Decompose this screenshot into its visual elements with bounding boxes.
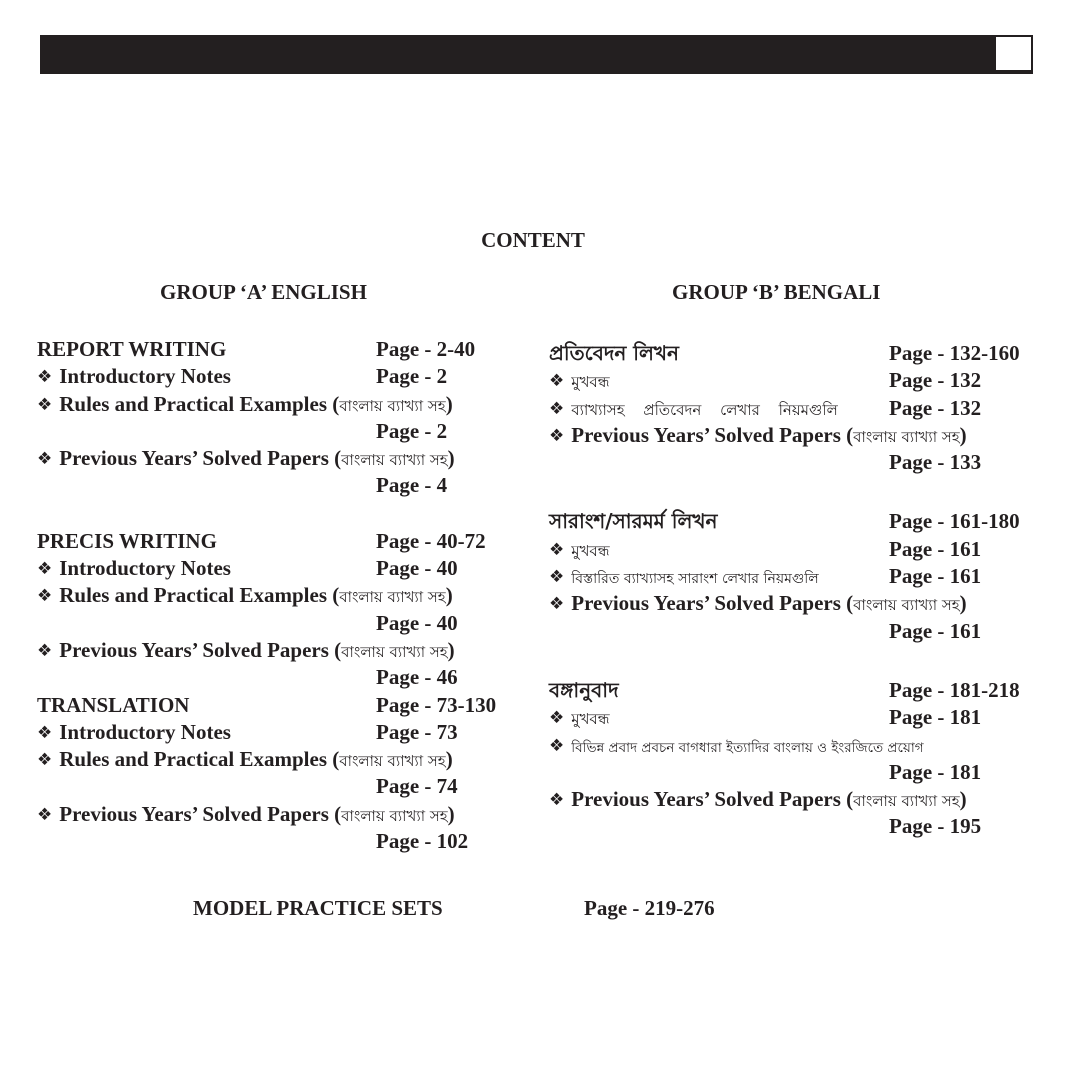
toc-item	[549, 563, 1029, 590]
toc-item: ❖ Previous Years’ Solved Papers (বাংলায় ব্যাখ্যা সহ)	[37, 446, 455, 471]
page-title: CONTENT	[481, 228, 585, 252]
item-note: বাংলায় ব্যাখ্যা সহ	[341, 642, 448, 661]
section-heading: প্রতিবেদন লিখন	[549, 341, 679, 365]
diamond-bullet-icon: ❖	[549, 708, 565, 729]
item-page: Page - 2	[376, 364, 448, 389]
item-label: Rules and Practical Examples	[59, 391, 327, 416]
section-heading-row	[549, 508, 1029, 535]
toc-item	[37, 363, 517, 390]
section-heading: TRANSLATION	[37, 692, 190, 717]
item-label: মুখবন্ধ	[571, 373, 610, 392]
toc-item	[37, 719, 517, 746]
section-heading-row	[37, 692, 517, 719]
diamond-bullet-icon: ❖	[37, 394, 53, 415]
item-note: বাংলায় ব্যাখ্যা সহ	[341, 806, 448, 825]
item-label: Previous Years’ Solved Papers	[571, 787, 841, 812]
diamond-bullet-icon: ❖	[549, 425, 565, 446]
toc-item	[549, 395, 1029, 422]
item-page: Page - 161	[889, 618, 982, 643]
section-page: Page - 40-72	[376, 528, 486, 553]
toc-item-page-row	[549, 759, 1029, 786]
item-page: Page - 161	[889, 564, 982, 589]
section-heading: বঙ্গানুবাদ	[549, 677, 619, 702]
diamond-bullet-icon: ❖	[549, 790, 565, 811]
diamond-bullet-icon: ❖	[549, 594, 565, 615]
item-page: Page - 161	[889, 536, 982, 561]
toc-item-page-row	[37, 472, 517, 499]
group-a-list	[37, 336, 517, 855]
header-bar	[40, 35, 1033, 74]
item-page: Page - 73	[376, 719, 458, 744]
toc-item-page-row	[37, 828, 517, 855]
toc-item-page-row	[549, 813, 1029, 840]
item-page: Page - 132	[889, 395, 982, 420]
item-label: Previous Years’ Solved Papers	[571, 591, 841, 616]
section-heading: REPORT WRITING	[37, 337, 227, 361]
toc-item-page-row	[549, 449, 1029, 476]
group-b-title: GROUP ‘B’ BENGALI	[672, 280, 881, 304]
item-page: Page - 133	[889, 450, 982, 475]
item-label: Previous Years’ Solved Papers	[59, 446, 329, 471]
toc-item: ❖ Rules and Practical Examples (বাংলায় ব্যাখ্যা সহ)	[37, 583, 453, 608]
section-heading-row	[37, 528, 517, 555]
item-note: বাংলায় ব্যাখ্যা সহ	[339, 396, 446, 415]
section-heading: PRECIS WRITING	[37, 528, 217, 553]
toc-item	[37, 555, 517, 582]
item-page: Page - 132	[889, 368, 982, 393]
diamond-bullet-icon: ❖	[37, 722, 53, 743]
item-label: Rules and Practical Examples	[59, 747, 327, 772]
item-note: বাংলায় ব্যাখ্যা সহ	[339, 588, 446, 607]
diamond-bullet-icon: ❖	[549, 398, 565, 419]
diamond-bullet-icon: ❖	[37, 750, 53, 771]
toc-item-page-row	[37, 610, 517, 637]
diamond-bullet-icon: ❖	[549, 567, 565, 588]
header-box	[996, 37, 1031, 70]
item-page: Page - 181	[889, 705, 982, 730]
toc-item: ❖ Previous Years’ Solved Papers (বাংলায় ব্যাখ্যা সহ)	[37, 637, 455, 662]
item-label: ব্যাখ্যাসহ প্রতিবেদন লেখার নিয়মগুলি	[571, 400, 838, 419]
model-practice-page: Page - 219-276	[584, 896, 715, 920]
toc-item	[549, 732, 1029, 759]
diamond-bullet-icon: ❖	[37, 640, 53, 661]
item-label: Previous Years’ Solved Papers	[59, 637, 329, 662]
diamond-bullet-icon: ❖	[37, 367, 53, 388]
item-page: Page - 40	[376, 610, 458, 635]
section-page: Page - 132-160	[889, 341, 1020, 365]
item-page: Page - 46	[376, 665, 458, 690]
item-page: Page - 4	[376, 473, 448, 498]
item-note: বাংলায় ব্যাখ্যা সহ	[339, 752, 446, 771]
section-page: Page - 2-40	[376, 337, 476, 361]
item-note: বাংলায় ব্যাখ্যা সহ	[853, 792, 960, 811]
item-page: Page - 181	[889, 759, 982, 784]
section-page: Page - 181-218	[889, 677, 1020, 702]
item-page: Page - 40	[376, 556, 458, 581]
item-note: বাংলায় ব্যাখ্যা সহ	[853, 596, 960, 615]
diamond-bullet-icon: ❖	[37, 449, 53, 470]
toc-item: ❖ Previous Years’ Solved Papers (বাংলায় ব্যাখ্যা সহ)	[549, 422, 967, 447]
toc-item: ❖ Rules and Practical Examples (বাংলায় ব্যাখ্যা সহ)	[37, 747, 453, 772]
section-page: Page - 161-180	[889, 509, 1020, 534]
item-page: Page - 2	[376, 418, 448, 443]
item-label: Previous Years’ Solved Papers	[571, 422, 841, 447]
section-heading-row	[549, 340, 1029, 367]
diamond-bullet-icon: ❖	[37, 804, 53, 825]
section-heading-row	[37, 336, 517, 363]
toc-item-page-row	[549, 618, 1029, 645]
item-page: Page - 74	[376, 774, 458, 799]
diamond-bullet-icon: ❖	[37, 586, 53, 607]
item-label: মুখবন্ধ	[571, 541, 610, 560]
item-label: Previous Years’ Solved Papers	[59, 801, 329, 826]
toc-item-page-row	[37, 418, 517, 445]
item-page: Page - 195	[889, 814, 982, 839]
item-page: Page - 102	[376, 829, 469, 854]
section-page: Page - 73-130	[376, 692, 497, 717]
group-a-title: GROUP ‘A’ ENGLISH	[160, 280, 367, 304]
diamond-bullet-icon: ❖	[549, 539, 565, 560]
diamond-bullet-icon: ❖	[37, 559, 53, 580]
diamond-bullet-icon: ❖	[549, 371, 565, 392]
toc-item-page-row	[37, 773, 517, 800]
group-b-list	[549, 340, 1029, 841]
item-note: বাংলায় ব্যাখ্যা সহ	[853, 427, 960, 446]
toc-item-page-row	[37, 664, 517, 691]
diamond-bullet-icon: ❖	[549, 735, 565, 756]
toc-item	[549, 704, 1029, 731]
item-label: বিভিন্ন প্রবাদ প্রবচন বাগধারা ইত্যাদির বাংলায় ও ইংরজিতে প্রয়োগ	[571, 739, 924, 756]
toc-item: ❖ Previous Years’ Solved Papers (বাংলায় ব্যাখ্যা সহ)	[37, 801, 455, 826]
toc-item	[549, 536, 1029, 563]
section-heading-row	[549, 677, 1029, 704]
model-practice-label: MODEL PRACTICE SETS	[193, 896, 443, 920]
item-label: Introductory Notes	[59, 719, 231, 744]
toc-item: ❖ Previous Years’ Solved Papers (বাংলায় ব্যাখ্যা সহ)	[549, 591, 967, 616]
toc-item	[549, 367, 1029, 394]
toc-item: ❖ Rules and Practical Examples (বাংলায় ব্যাখ্যা সহ)	[37, 391, 453, 416]
item-note: বাংলায় ব্যাখ্যা সহ	[341, 451, 448, 470]
item-label: বিস্তারিত ব্যাখ্যাসহ সারাংশ লেখার নিয়মগুলি	[571, 571, 819, 588]
item-label: Introductory Notes	[59, 556, 231, 581]
toc-item: ❖ Previous Years’ Solved Papers (বাংলায় ব্যাখ্যা সহ)	[549, 787, 967, 812]
item-label: মুখবন্ধ	[571, 710, 610, 729]
section-heading: সারাংশ/সারমর্ম লিখন	[549, 509, 718, 534]
item-label: Rules and Practical Examples	[59, 583, 327, 608]
item-label: Introductory Notes	[59, 364, 231, 389]
